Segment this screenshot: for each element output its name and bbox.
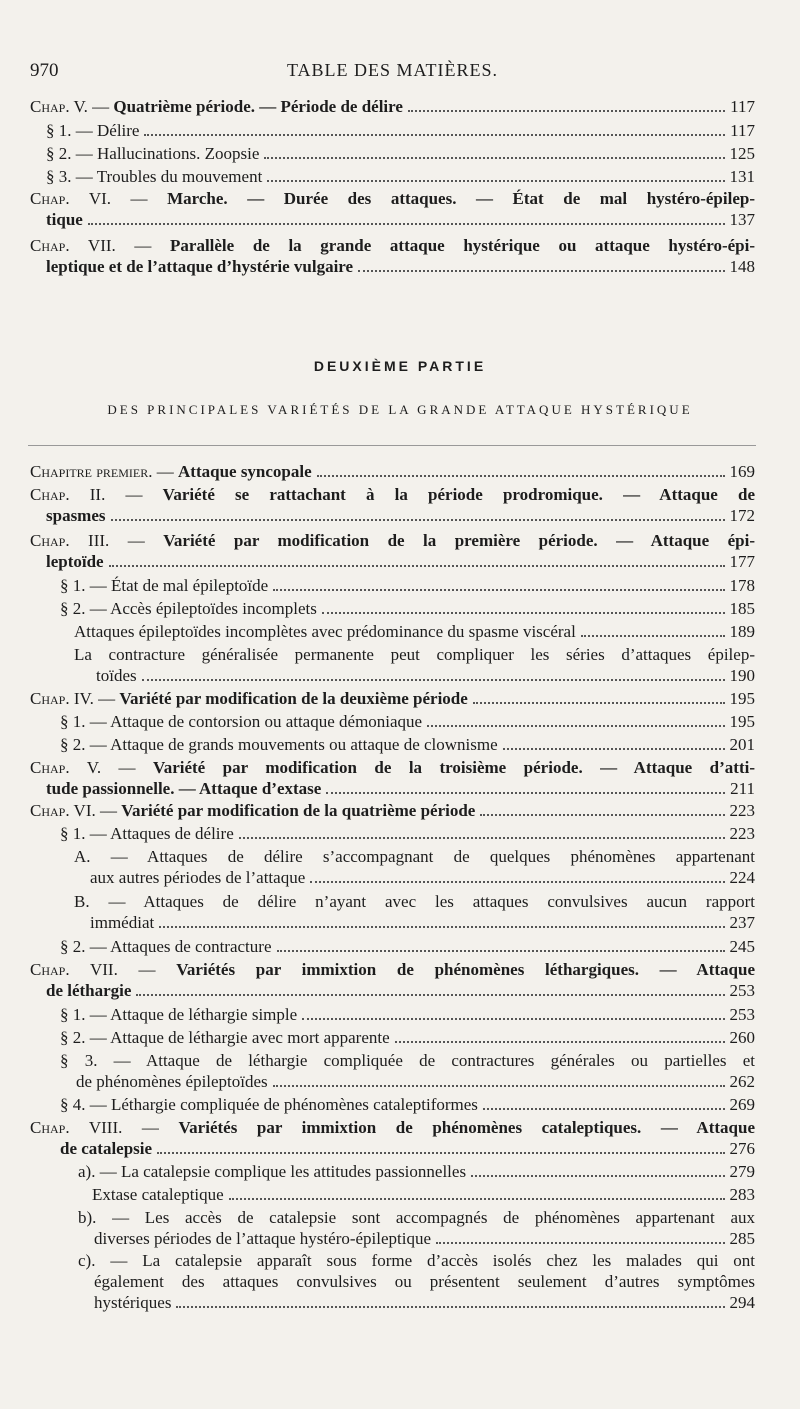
toc-entry: § 2. — Attaques de contracture 245 xyxy=(60,937,755,956)
toc-entry: Chapitre premier. — Attaque syncopale 169 xyxy=(30,462,755,481)
toc-entry: § 4. — Léthargie compliquée de phénomènes cataleptiformes 269 xyxy=(60,1095,755,1114)
toc-entry: Chap. VII. — Parallèle de la grande attaque hystérique ou attaque hystéro-épi- leptique et de l’attaque d’hystérie vulgaire 148 xyxy=(30,236,755,276)
toc-entry: § 2. — Hallucinations. Zoopsie 125 xyxy=(46,144,755,163)
page-header xyxy=(30,60,755,84)
page-number: 970 xyxy=(30,60,59,81)
toc-entry: § 2. — Accès épileptoïdes incomplets 185 xyxy=(60,599,755,618)
toc-entry: Extase cataleptique 283 xyxy=(92,1185,755,1204)
toc-entry: § 1. — Attaque de léthargie simple 253 xyxy=(60,1005,755,1024)
toc-entry: Chap. II. — Variété se rattachant à la période prodromique. — Attaque de spasmes 172 xyxy=(30,485,755,525)
toc-entry: La contracture généralisée permanente peut compliquer les séries d’attaques épilep- toïdes 190 xyxy=(74,645,755,685)
toc-entry: B. — Attaques de délire n’ayant avec les attaques convulsives aucun rapport immédiat 237 xyxy=(74,892,755,932)
toc-entry: Chap. VI. — Marche. — Durée des attaques. — État de mal hystéro-épilep- tique 137 xyxy=(30,189,755,229)
toc-entry: Chap. V. — Quatrième période. — Période de délire 117 xyxy=(30,97,755,116)
toc-entry: § 1. — Attaques de délire 223 xyxy=(60,824,755,843)
toc-entry: a). — La catalepsie complique les attitudes passionnelles 279 xyxy=(78,1162,755,1181)
toc-entry: A. — Attaques de délire s’accompagnant de quelques phénomènes appartenant aux autres périodes de l’attaque 224 xyxy=(74,847,755,887)
toc-entry: Chap. IV. — Variété par modification de la deuxième période 195 xyxy=(30,689,755,708)
toc-entry: § 1. — Attaque de contorsion ou attaque démoniaque 195 xyxy=(60,712,755,731)
toc-entry: § 3. — Attaque de léthargie compliquée de contractures générales ou partielles et de phénomènes épileptoïdes 262 xyxy=(60,1051,755,1091)
toc-entry: § 3. — Troubles du mouvement 131 xyxy=(46,167,755,186)
toc-entry: § 1. — Délire 117 xyxy=(46,121,755,140)
toc-entry: § 2. — Attaque de grands mouvements ou attaque de clownisme 201 xyxy=(60,735,755,754)
toc-entry: c). — La catalepsie apparaît sous forme d’accès isolés chez les malades qui ont également des attaques convulsives ou présentent seulement d’autres symptômes hystériques 294 xyxy=(78,1251,755,1312)
toc-entry: b). — Les accès de catalepsie sont accompagnés de phénomènes appartenant aux diverses périodes de l’attaque hystéro-épileptique 285 xyxy=(78,1208,755,1248)
toc-entry: Chap. VI. — Variété par modification de la quatrième période 223 xyxy=(30,801,755,820)
toc-entry: § 1. — État de mal épileptoïde 178 xyxy=(60,576,755,595)
toc-entry: § 2. — Attaque de léthargie avec mort apparente 260 xyxy=(60,1028,755,1047)
part-subtitle: DES PRINCIPALES VARIÉTÉS DE LA GRANDE ATTAQUE HYSTÉRIQUE xyxy=(107,402,693,417)
toc-entry: Chap. III. — Variété par modification de la première période. — Attaque épi- leptoïde 177 xyxy=(30,531,755,571)
divider xyxy=(28,445,756,446)
toc-entry: Chap. VII. — Variétés par immixtion de phénomènes léthargiques. — Attaque de léthargie 253 xyxy=(30,960,755,1000)
toc-entry: Chap. VIII. — Variétés par immixtion de phénomènes cataleptiques. — Attaque de catalepsie 276 xyxy=(30,1118,755,1158)
toc-entry: Chap. V. — Variété par modification de la troisième période. — Attaque d’atti- tude passionnelle. — Attaque d’extase 211 xyxy=(30,758,755,798)
running-title: TABLE DES MATIÈRES. xyxy=(286,60,499,80)
toc-entry: Attaques épileptoïdes incomplètes avec prédominance du spasme viscéral 189 xyxy=(74,622,755,641)
part-title: DEUXIÈME PARTIE xyxy=(313,358,487,374)
